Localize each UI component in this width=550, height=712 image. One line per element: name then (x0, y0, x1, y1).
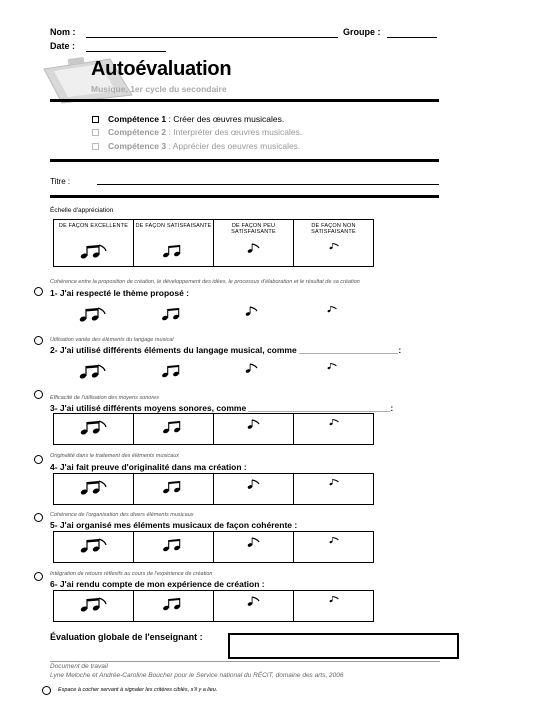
evaluation-field[interactable] (228, 633, 459, 659)
criterion-3-desc: Efficacité de l'utilisation des moyens sonores (50, 395, 159, 401)
page-subtitle: Musique, 1er cycle du secondaire (91, 84, 227, 94)
rating-cell[interactable] (133, 358, 213, 388)
rating-cell[interactable] (53, 358, 133, 388)
small-note-icon (325, 304, 339, 314)
criterion-4-scale[interactable] (53, 473, 374, 505)
two-eighth-notes-icon (78, 241, 110, 261)
groupe-label: Groupe : (343, 27, 381, 37)
small-note-icon (327, 241, 341, 251)
footer-divider (50, 661, 440, 662)
echelle-label: Échelle d'appréciation (50, 207, 114, 214)
single-note-icon (244, 594, 264, 608)
criterion-2-checkbox[interactable] (34, 336, 43, 345)
criterion-1-scale[interactable] (53, 301, 372, 331)
criterion-6-desc: Intégration de retours réflexifs au cours de l'expérience de création (50, 571, 213, 577)
groupe-field[interactable] (387, 37, 437, 38)
eighth-notes-icon (160, 594, 188, 612)
checkbox[interactable] (92, 116, 99, 123)
footer-doc: Document de travail (50, 663, 108, 670)
criterion-6-title: 6- J'ai rendu compte de mon expérience de création : (50, 579, 265, 589)
criterion-1-checkbox[interactable] (34, 287, 43, 296)
rating-cell[interactable] (214, 532, 294, 562)
rating-cell[interactable] (134, 591, 214, 621)
single-note-icon (242, 361, 262, 375)
scale-peu-satisfaisante: DE FAÇON PEU SATISFAISANTE (214, 220, 294, 266)
two-eighth-notes-icon (77, 304, 109, 324)
legend-circle-icon (42, 686, 51, 695)
criterion-2-scale[interactable] (53, 358, 372, 388)
rating-cell[interactable] (54, 591, 134, 621)
checkbox[interactable] (92, 129, 99, 136)
scale-non-satisfaisante: DE FAÇON NON SATISFAISANTE (294, 220, 373, 266)
date-label: Date : (50, 41, 76, 51)
criterion-4-desc: Originalité dans le traitement des éléments musicaux (50, 453, 180, 459)
single-note-icon (244, 241, 264, 255)
rating-cell[interactable] (213, 301, 293, 331)
small-note-icon (327, 477, 341, 487)
two-eighth-notes-icon (78, 594, 110, 614)
criterion-1-title: 1- J'ai respecté le thème proposé : (50, 288, 190, 298)
two-eighth-notes-icon (77, 361, 109, 381)
criterion-2-title: 2- J'ai utilisé différents éléments du langage musical, comme _____________________: (50, 345, 402, 355)
rating-cell[interactable] (214, 414, 294, 444)
divider (50, 159, 439, 162)
footer-credits: Lyne Meloche et Andrée-Caroline Boucher pour le Service national du RÉCIT, domaine des arts, 2006 (50, 672, 344, 679)
eighth-notes-icon (160, 477, 188, 495)
rating-cell[interactable] (134, 414, 214, 444)
date-field[interactable] (86, 51, 166, 52)
rating-cell[interactable] (53, 301, 133, 331)
criterion-3-checkbox[interactable] (34, 390, 43, 399)
rating-cell[interactable] (54, 474, 134, 504)
rating-cell[interactable] (214, 591, 294, 621)
eighth-notes-icon (160, 535, 188, 553)
rating-cell[interactable] (213, 358, 293, 388)
scale-excellent: DE FAÇON EXCELLENTE (54, 220, 134, 266)
criterion-5-desc: Cohérence de l'organisation des divers éléments musicaux (50, 512, 194, 518)
single-note-icon (244, 477, 264, 491)
competence-2[interactable]: Compétence 2 : Interpréter des œuvres musicales. (92, 127, 302, 137)
criterion-4-checkbox[interactable] (34, 455, 43, 464)
rating-cell[interactable] (294, 414, 373, 444)
criterion-1-desc: Cohérence entre la proposition de création, le développement des idées, le processus d'élaboration et le résultat de sa création (50, 279, 360, 285)
rating-cell[interactable] (134, 532, 214, 562)
nom-field[interactable] (86, 37, 338, 38)
rating-cell[interactable] (294, 532, 373, 562)
single-note-icon (242, 304, 262, 318)
rating-cell[interactable] (54, 532, 134, 562)
scale-satisfaisante: DE FAÇON SATISFAISANTE (134, 220, 214, 266)
small-note-icon (327, 417, 341, 427)
single-note-icon (244, 535, 264, 549)
divider (50, 99, 439, 102)
eighth-notes-icon (159, 304, 187, 322)
criterion-5-title: 5- J'ai organisé mes éléments musicaux de façon cohérente : (50, 520, 298, 530)
competence-3[interactable]: Compétence 3 : Apprécier des oeuvres musicales. (92, 141, 300, 151)
rating-cell[interactable] (294, 591, 373, 621)
small-note-icon (327, 535, 341, 545)
divider (50, 195, 439, 198)
criterion-6-checkbox[interactable] (34, 572, 43, 581)
criterion-5-checkbox[interactable] (34, 513, 43, 522)
evaluation-label: Évaluation globale de l'enseignant : (50, 632, 203, 642)
rating-cell[interactable] (134, 474, 214, 504)
footer-legend: Espace à cocher servant à signaler les critères ciblés, s'il y a lieu. (58, 687, 218, 693)
criterion-6-scale[interactable] (53, 590, 374, 622)
rating-cell[interactable] (214, 474, 294, 504)
criterion-3-scale[interactable] (53, 413, 374, 445)
competence-1[interactable]: Compétence 1 : Créer des œuvres musicales. (92, 114, 284, 124)
single-note-icon (244, 417, 264, 431)
checkbox[interactable] (92, 143, 99, 150)
two-eighth-notes-icon (78, 477, 110, 497)
criterion-3-title: 3- J'ai utilisé différents moyens sonores, comme ______________________________: (50, 403, 394, 413)
appreciation-scale (53, 219, 374, 267)
nom-label: Nom : (50, 27, 76, 37)
titre-label: Titre : (50, 177, 71, 186)
rating-cell[interactable] (54, 414, 134, 444)
titre-field[interactable] (97, 184, 439, 185)
two-eighth-notes-icon (78, 417, 110, 437)
two-eighth-notes-icon (78, 535, 110, 555)
eighth-notes-icon (160, 241, 188, 259)
rating-cell[interactable] (133, 301, 213, 331)
criterion-2-desc: Utilisation variée des éléments du langage musical (50, 337, 174, 343)
rating-cell[interactable] (292, 358, 372, 388)
small-note-icon (327, 594, 341, 604)
eighth-notes-icon (159, 361, 187, 379)
page-title: Autoévaluation (91, 58, 232, 80)
eighth-notes-icon (160, 417, 188, 435)
criterion-5-scale[interactable] (53, 531, 374, 563)
criterion-4-title: 4- J'ai fait preuve d'originalité dans ma création : (50, 462, 247, 472)
small-note-icon (325, 361, 339, 371)
rating-cell[interactable] (294, 474, 373, 504)
rating-cell[interactable] (292, 301, 372, 331)
